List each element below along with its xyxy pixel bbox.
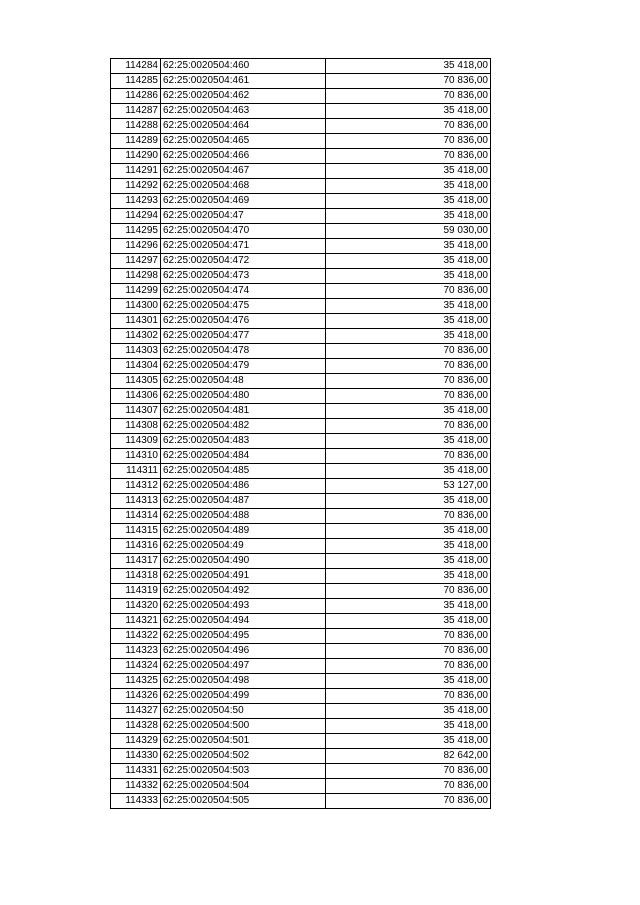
value-cell: 35 418,00: [326, 269, 491, 284]
table-row: [111, 779, 491, 794]
cadastral-number-cell: 62:25:0020504:497: [161, 659, 326, 674]
table-row: [111, 734, 491, 749]
value-cell: 70 836,00: [326, 344, 491, 359]
value-cell: 70 836,00: [326, 509, 491, 524]
table-row: [111, 644, 491, 659]
row-id-cell: 114302: [111, 329, 161, 344]
row-id-cell: 114317: [111, 554, 161, 569]
table-row: [111, 524, 491, 539]
row-id-cell: 114304: [111, 359, 161, 374]
row-id-cell: 114288: [111, 119, 161, 134]
row-id-cell: 114306: [111, 389, 161, 404]
value-cell: 35 418,00: [326, 704, 491, 719]
cadastral-number-cell: 62:25:0020504:483: [161, 434, 326, 449]
row-id-cell: 114330: [111, 749, 161, 764]
table-row: [111, 314, 491, 329]
cadastral-number-cell: 62:25:0020504:503: [161, 764, 326, 779]
value-cell: 35 418,00: [326, 674, 491, 689]
cadastral-number-cell: 62:25:0020504:464: [161, 119, 326, 134]
row-id-cell: 114308: [111, 419, 161, 434]
value-cell: 35 418,00: [326, 719, 491, 734]
value-cell: 35 418,00: [326, 464, 491, 479]
table-row: [111, 719, 491, 734]
row-id-cell: 114305: [111, 374, 161, 389]
table-row: [111, 539, 491, 554]
row-id-cell: 114312: [111, 479, 161, 494]
cadastral-number-cell: 62:25:0020504:473: [161, 269, 326, 284]
table-row: [111, 629, 491, 644]
value-cell: 35 418,00: [326, 104, 491, 119]
cadastral-number-cell: 62:25:0020504:468: [161, 179, 326, 194]
table-row: [111, 284, 491, 299]
row-id-cell: 114298: [111, 269, 161, 284]
cadastral-number-cell: 62:25:0020504:481: [161, 404, 326, 419]
cadastral-number-cell: 62:25:0020504:478: [161, 344, 326, 359]
row-id-cell: 114318: [111, 569, 161, 584]
value-cell: 35 418,00: [326, 179, 491, 194]
cadastral-number-cell: 62:25:0020504:493: [161, 599, 326, 614]
row-id-cell: 114301: [111, 314, 161, 329]
cadastral-number-cell: 62:25:0020504:491: [161, 569, 326, 584]
table-row: [111, 164, 491, 179]
table-row: [111, 389, 491, 404]
row-id-cell: 114285: [111, 74, 161, 89]
table-row: [111, 494, 491, 509]
value-cell: 70 836,00: [326, 644, 491, 659]
value-cell: 70 836,00: [326, 119, 491, 134]
value-cell: 35 418,00: [326, 524, 491, 539]
value-cell: 70 836,00: [326, 659, 491, 674]
row-id-cell: 114295: [111, 224, 161, 239]
value-cell: 35 418,00: [326, 614, 491, 629]
cadastral-number-cell: 62:25:0020504:480: [161, 389, 326, 404]
row-id-cell: 114292: [111, 179, 161, 194]
row-id-cell: 114322: [111, 629, 161, 644]
cadastral-number-cell: 62:25:0020504:504: [161, 779, 326, 794]
table-row: [111, 254, 491, 269]
row-id-cell: 114314: [111, 509, 161, 524]
cadastral-number-cell: 62:25:0020504:501: [161, 734, 326, 749]
table-row: [111, 119, 491, 134]
cadastral-number-cell: 62:25:0020504:465: [161, 134, 326, 149]
value-cell: 70 836,00: [326, 689, 491, 704]
cadastral-number-cell: 62:25:0020504:496: [161, 644, 326, 659]
table-row: [111, 659, 491, 674]
cadastral-number-cell: 62:25:0020504:502: [161, 749, 326, 764]
table-row: [111, 764, 491, 779]
row-id-cell: 114323: [111, 644, 161, 659]
row-id-cell: 114294: [111, 209, 161, 224]
value-cell: 70 836,00: [326, 584, 491, 599]
table-row: [111, 269, 491, 284]
table-row: [111, 329, 491, 344]
cadastral-number-cell: 62:25:0020504:475: [161, 299, 326, 314]
table-row: [111, 614, 491, 629]
value-cell: 70 836,00: [326, 134, 491, 149]
value-cell: 59 030,00: [326, 224, 491, 239]
value-cell: 70 836,00: [326, 389, 491, 404]
cadastral-number-cell: 62:25:0020504:500: [161, 719, 326, 734]
value-cell: 35 418,00: [326, 254, 491, 269]
table-row: [111, 749, 491, 764]
row-id-cell: 114286: [111, 89, 161, 104]
value-cell: 35 418,00: [326, 209, 491, 224]
cadastral-number-cell: 62:25:0020504:469: [161, 194, 326, 209]
value-cell: 70 836,00: [326, 89, 491, 104]
table-row: [111, 509, 491, 524]
cadastral-number-cell: 62:25:0020504:466: [161, 149, 326, 164]
table-row: [111, 584, 491, 599]
cadastral-number-cell: 62:25:0020504:47: [161, 209, 326, 224]
row-id-cell: 114319: [111, 584, 161, 599]
value-cell: 35 418,00: [326, 314, 491, 329]
row-id-cell: 114315: [111, 524, 161, 539]
row-id-cell: 114325: [111, 674, 161, 689]
row-id-cell: 114297: [111, 254, 161, 269]
cadastral-number-cell: 62:25:0020504:485: [161, 464, 326, 479]
table-row: [111, 104, 491, 119]
value-cell: 35 418,00: [326, 569, 491, 584]
row-id-cell: 114310: [111, 449, 161, 464]
row-id-cell: 114321: [111, 614, 161, 629]
table-row: [111, 554, 491, 569]
cadastral-number-cell: 62:25:0020504:476: [161, 314, 326, 329]
table-row: [111, 704, 491, 719]
cadastral-number-cell: 62:25:0020504:461: [161, 74, 326, 89]
table-row: [111, 404, 491, 419]
row-id-cell: 114303: [111, 344, 161, 359]
table-row: [111, 74, 491, 89]
row-id-cell: 114296: [111, 239, 161, 254]
row-id-cell: 114309: [111, 434, 161, 449]
value-cell: 70 836,00: [326, 419, 491, 434]
cadastral-number-cell: 62:25:0020504:487: [161, 494, 326, 509]
value-cell: 35 418,00: [326, 734, 491, 749]
row-id-cell: 114287: [111, 104, 161, 119]
table-row: [111, 794, 491, 809]
value-cell: 82 642,00: [326, 749, 491, 764]
value-cell: 35 418,00: [326, 164, 491, 179]
table-row: [111, 434, 491, 449]
value-cell: 35 418,00: [326, 59, 491, 74]
cadastral-number-cell: 62:25:0020504:472: [161, 254, 326, 269]
value-cell: 70 836,00: [326, 374, 491, 389]
cadastral-number-cell: 62:25:0020504:470: [161, 224, 326, 239]
value-cell: 70 836,00: [326, 74, 491, 89]
cadastral-number-cell: 62:25:0020504:49: [161, 539, 326, 554]
cadastral-number-cell: 62:25:0020504:489: [161, 524, 326, 539]
cadastral-number-cell: 62:25:0020504:463: [161, 104, 326, 119]
cadastral-number-cell: 62:25:0020504:477: [161, 329, 326, 344]
document-page: [110, 58, 490, 809]
row-id-cell: 114293: [111, 194, 161, 209]
row-id-cell: 114327: [111, 704, 161, 719]
table-row: [111, 149, 491, 164]
cadastral-number-cell: 62:25:0020504:462: [161, 89, 326, 104]
row-id-cell: 114324: [111, 659, 161, 674]
table-row: [111, 569, 491, 584]
row-id-cell: 114326: [111, 689, 161, 704]
table-row: [111, 239, 491, 254]
table-body: [111, 59, 491, 809]
table-row: [111, 359, 491, 374]
row-id-cell: 114300: [111, 299, 161, 314]
value-cell: 35 418,00: [326, 239, 491, 254]
cadastral-number-cell: 62:25:0020504:499: [161, 689, 326, 704]
value-cell: 35 418,00: [326, 599, 491, 614]
table-row: [111, 374, 491, 389]
table-row: [111, 419, 491, 434]
table-row: [111, 299, 491, 314]
value-cell: 35 418,00: [326, 539, 491, 554]
row-id-cell: 114290: [111, 149, 161, 164]
row-id-cell: 114311: [111, 464, 161, 479]
cadastral-number-cell: 62:25:0020504:50: [161, 704, 326, 719]
table-row: [111, 179, 491, 194]
cadastral-number-cell: 62:25:0020504:471: [161, 239, 326, 254]
value-cell: 35 418,00: [326, 329, 491, 344]
value-cell: 70 836,00: [326, 764, 491, 779]
cadastral-number-cell: 62:25:0020504:479: [161, 359, 326, 374]
value-cell: 35 418,00: [326, 299, 491, 314]
cadastral-number-cell: 62:25:0020504:460: [161, 59, 326, 74]
table-row: [111, 224, 491, 239]
data-table: [110, 58, 491, 809]
cadastral-number-cell: 62:25:0020504:467: [161, 164, 326, 179]
table-row: [111, 209, 491, 224]
row-id-cell: 114329: [111, 734, 161, 749]
value-cell: 70 836,00: [326, 449, 491, 464]
row-id-cell: 114320: [111, 599, 161, 614]
table-row: [111, 674, 491, 689]
cadastral-number-cell: 62:25:0020504:48: [161, 374, 326, 389]
value-cell: 70 836,00: [326, 629, 491, 644]
value-cell: 70 836,00: [326, 149, 491, 164]
table-row: [111, 479, 491, 494]
cadastral-number-cell: 62:25:0020504:505: [161, 794, 326, 809]
value-cell: 35 418,00: [326, 494, 491, 509]
value-cell: 35 418,00: [326, 434, 491, 449]
value-cell: 53 127,00: [326, 479, 491, 494]
table-row: [111, 344, 491, 359]
cadastral-number-cell: 62:25:0020504:492: [161, 584, 326, 599]
row-id-cell: 114307: [111, 404, 161, 419]
value-cell: 70 836,00: [326, 284, 491, 299]
row-id-cell: 114313: [111, 494, 161, 509]
table-row: [111, 689, 491, 704]
table-row: [111, 464, 491, 479]
table-row: [111, 194, 491, 209]
row-id-cell: 114289: [111, 134, 161, 149]
cadastral-number-cell: 62:25:0020504:484: [161, 449, 326, 464]
cadastral-number-cell: 62:25:0020504:498: [161, 674, 326, 689]
table-row: [111, 134, 491, 149]
row-id-cell: 114284: [111, 59, 161, 74]
cadastral-number-cell: 62:25:0020504:495: [161, 629, 326, 644]
value-cell: 35 418,00: [326, 194, 491, 209]
row-id-cell: 114328: [111, 719, 161, 734]
table-row: [111, 449, 491, 464]
cadastral-number-cell: 62:25:0020504:486: [161, 479, 326, 494]
cadastral-number-cell: 62:25:0020504:488: [161, 509, 326, 524]
row-id-cell: 114332: [111, 779, 161, 794]
cadastral-number-cell: 62:25:0020504:482: [161, 419, 326, 434]
value-cell: 70 836,00: [326, 359, 491, 374]
row-id-cell: 114291: [111, 164, 161, 179]
value-cell: 70 836,00: [326, 779, 491, 794]
row-id-cell: 114316: [111, 539, 161, 554]
cadastral-number-cell: 62:25:0020504:490: [161, 554, 326, 569]
cadastral-number-cell: 62:25:0020504:474: [161, 284, 326, 299]
row-id-cell: 114299: [111, 284, 161, 299]
table-row: [111, 599, 491, 614]
cadastral-number-cell: 62:25:0020504:494: [161, 614, 326, 629]
table-row: [111, 59, 491, 74]
table-row: [111, 89, 491, 104]
row-id-cell: 114333: [111, 794, 161, 809]
value-cell: 35 418,00: [326, 404, 491, 419]
value-cell: 35 418,00: [326, 554, 491, 569]
value-cell: 70 836,00: [326, 794, 491, 809]
row-id-cell: 114331: [111, 764, 161, 779]
